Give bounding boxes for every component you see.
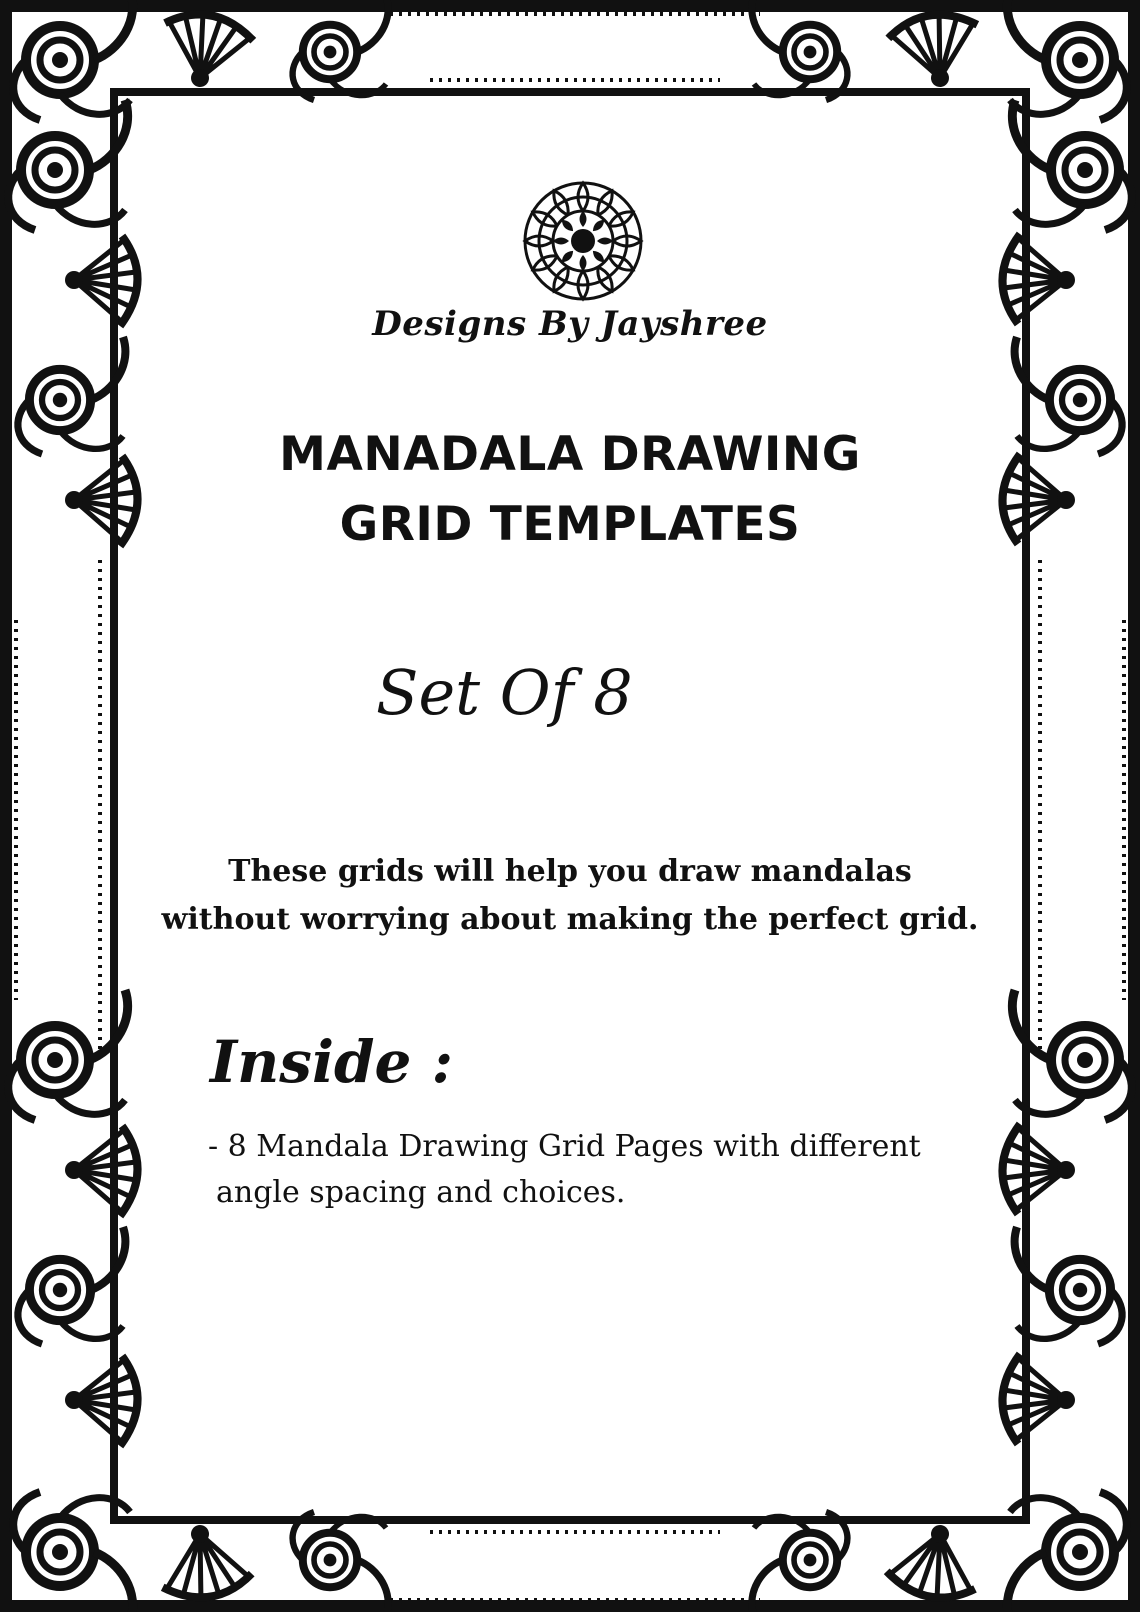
inside-line-2: angle spacing and choices. <box>216 1175 626 1210</box>
mandala-icon <box>520 178 646 304</box>
content-panel <box>118 96 1022 1516</box>
description-line-2: without worrying about making the perfect grid. <box>161 902 979 937</box>
subtitle: Set Of 8 <box>376 656 633 729</box>
inside-list <box>208 1124 988 1216</box>
description <box>118 848 1022 944</box>
title-line-1: MANADALA DRAWING <box>279 427 861 482</box>
description-line-1: These grids will help you draw mandalas <box>228 854 912 889</box>
inside-line-1: - 8 Mandala Drawing Grid Pages with different <box>208 1129 921 1164</box>
title-line-2: GRID TEMPLATES <box>339 497 801 552</box>
brand-name: Designs By Jayshree <box>372 304 768 344</box>
page-title <box>118 420 1022 560</box>
inside-heading: Inside : <box>210 1028 454 1096</box>
